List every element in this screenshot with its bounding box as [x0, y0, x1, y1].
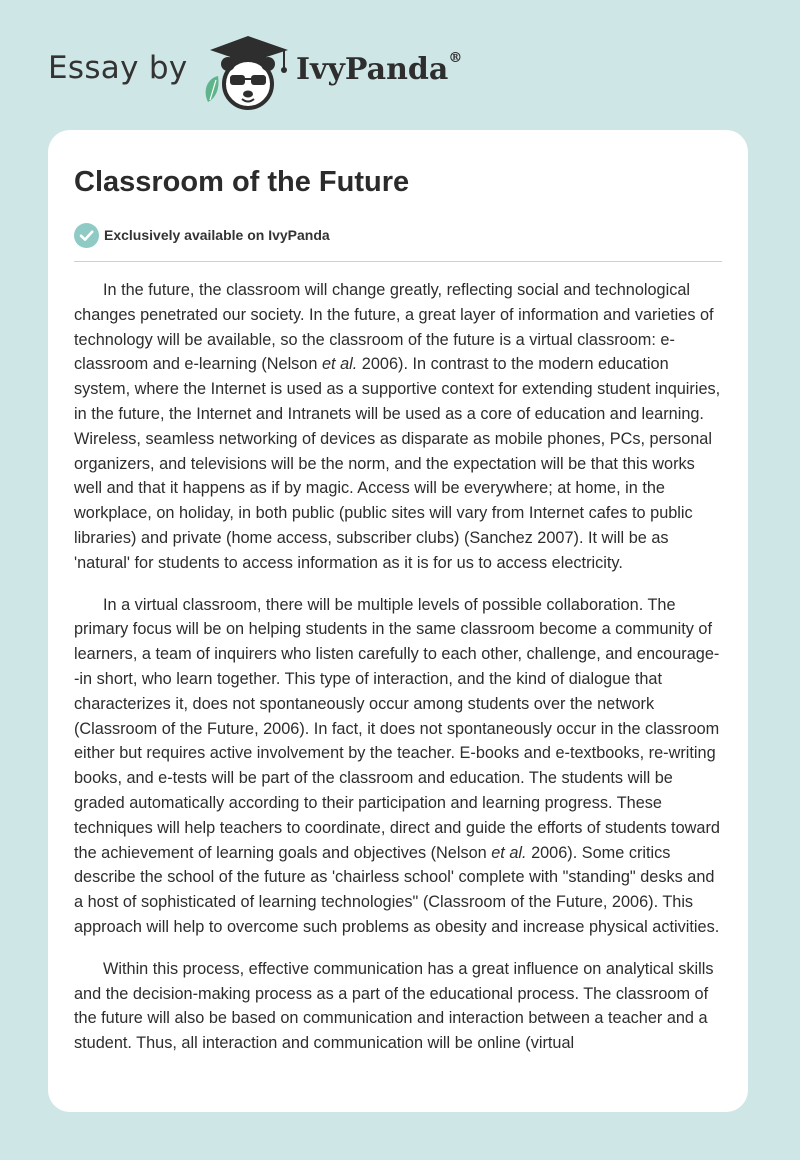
paragraph-text: In a virtual classroom, there will be multiple levels of possible collaboration. The primary focus will be on helping students in the same classroom become a community of learners, a team of inquirers who listen carefully to each other, challenge, and encourage--in short, who learn together. This type of interaction, and the kind of dialogue that characterizes it, does not spontaneously occur among students over the network (Classroom of the Future, 2006). In fact, it does not spontaneously occur in the classroom either but requires active involvement by the teacher. E-books and e-textbooks, re-writing books, and e-tests will be part of the classroom and education. The students will be graded automatically according to their participation and learning progress. These techniques will help teachers to coordinate, direct and guide the efforts of students toward the achievement of learning goals and objectives (Nelson — [74, 595, 720, 862]
page-title: Classroom of the Future — [74, 166, 410, 198]
paragraph — [74, 593, 722, 940]
essay-body — [74, 278, 722, 1073]
exclusive-badge — [74, 222, 330, 248]
essay-card — [48, 130, 748, 1112]
exclusive-badge-label: Exclusively available on IvyPanda — [104, 227, 330, 243]
divider — [74, 261, 722, 262]
paragraph — [74, 957, 722, 1056]
ivypanda-logo-text: IvyPanda® — [296, 50, 463, 87]
paragraph-text: 2006). Some critics describe the school of the future as 'chairless school' complete with "standing" desks and a host of sophisticated of learning technologies" (Classroom of the Future, 2006). This approach will help to overcome such problems as obesity and increase physical activities. — [74, 843, 720, 936]
paragraph-text: In the future, the classroom will change greatly, reflecting social and technological changes penetrated our society. In the future, a great layer of information and varieties of technology will be available, so the classroom of the future is a virtual classroom: e-classroom and e-learning (Nelson — [74, 281, 714, 374]
site-header — [0, 0, 800, 130]
essay-by-label: Essay by — [48, 50, 188, 86]
italic-text: et al. — [491, 843, 527, 862]
panda-graduate-icon — [200, 32, 292, 112]
paragraph-text: Within this process, effective communication has a great influence on analytical skills and the decision-making process as a part of the educational process. The classroom of the future will also be based on communication and interaction between a teacher and a student. Thus, all interaction and communication will be online (virtual — [74, 959, 714, 1053]
paragraph-text: 2006). In contrast to the modern education system, where the Internet is used as a supportive context for extending student inquiries, in the future, the Internet and Intranets will be used as a core of education and learning. Wireless, seamless networking of devices as disparate as mobile phones, PCs, personal organizers, and televisions will be the norm, and the expectation will be that this works well and that it happens as if by magic. Access will be everywhere; at home, in the workplace, on holiday, in both public (public sites will vary from Internet cafes to public libraries) and private (home access, subscriber clubs) (Sanchez 2007). It will be as 'natural' for students to access information as it is for us to access electricity. — [74, 355, 721, 572]
check-circle-icon — [74, 223, 99, 248]
paragraph — [74, 278, 722, 576]
italic-text: et al. — [321, 355, 358, 374]
